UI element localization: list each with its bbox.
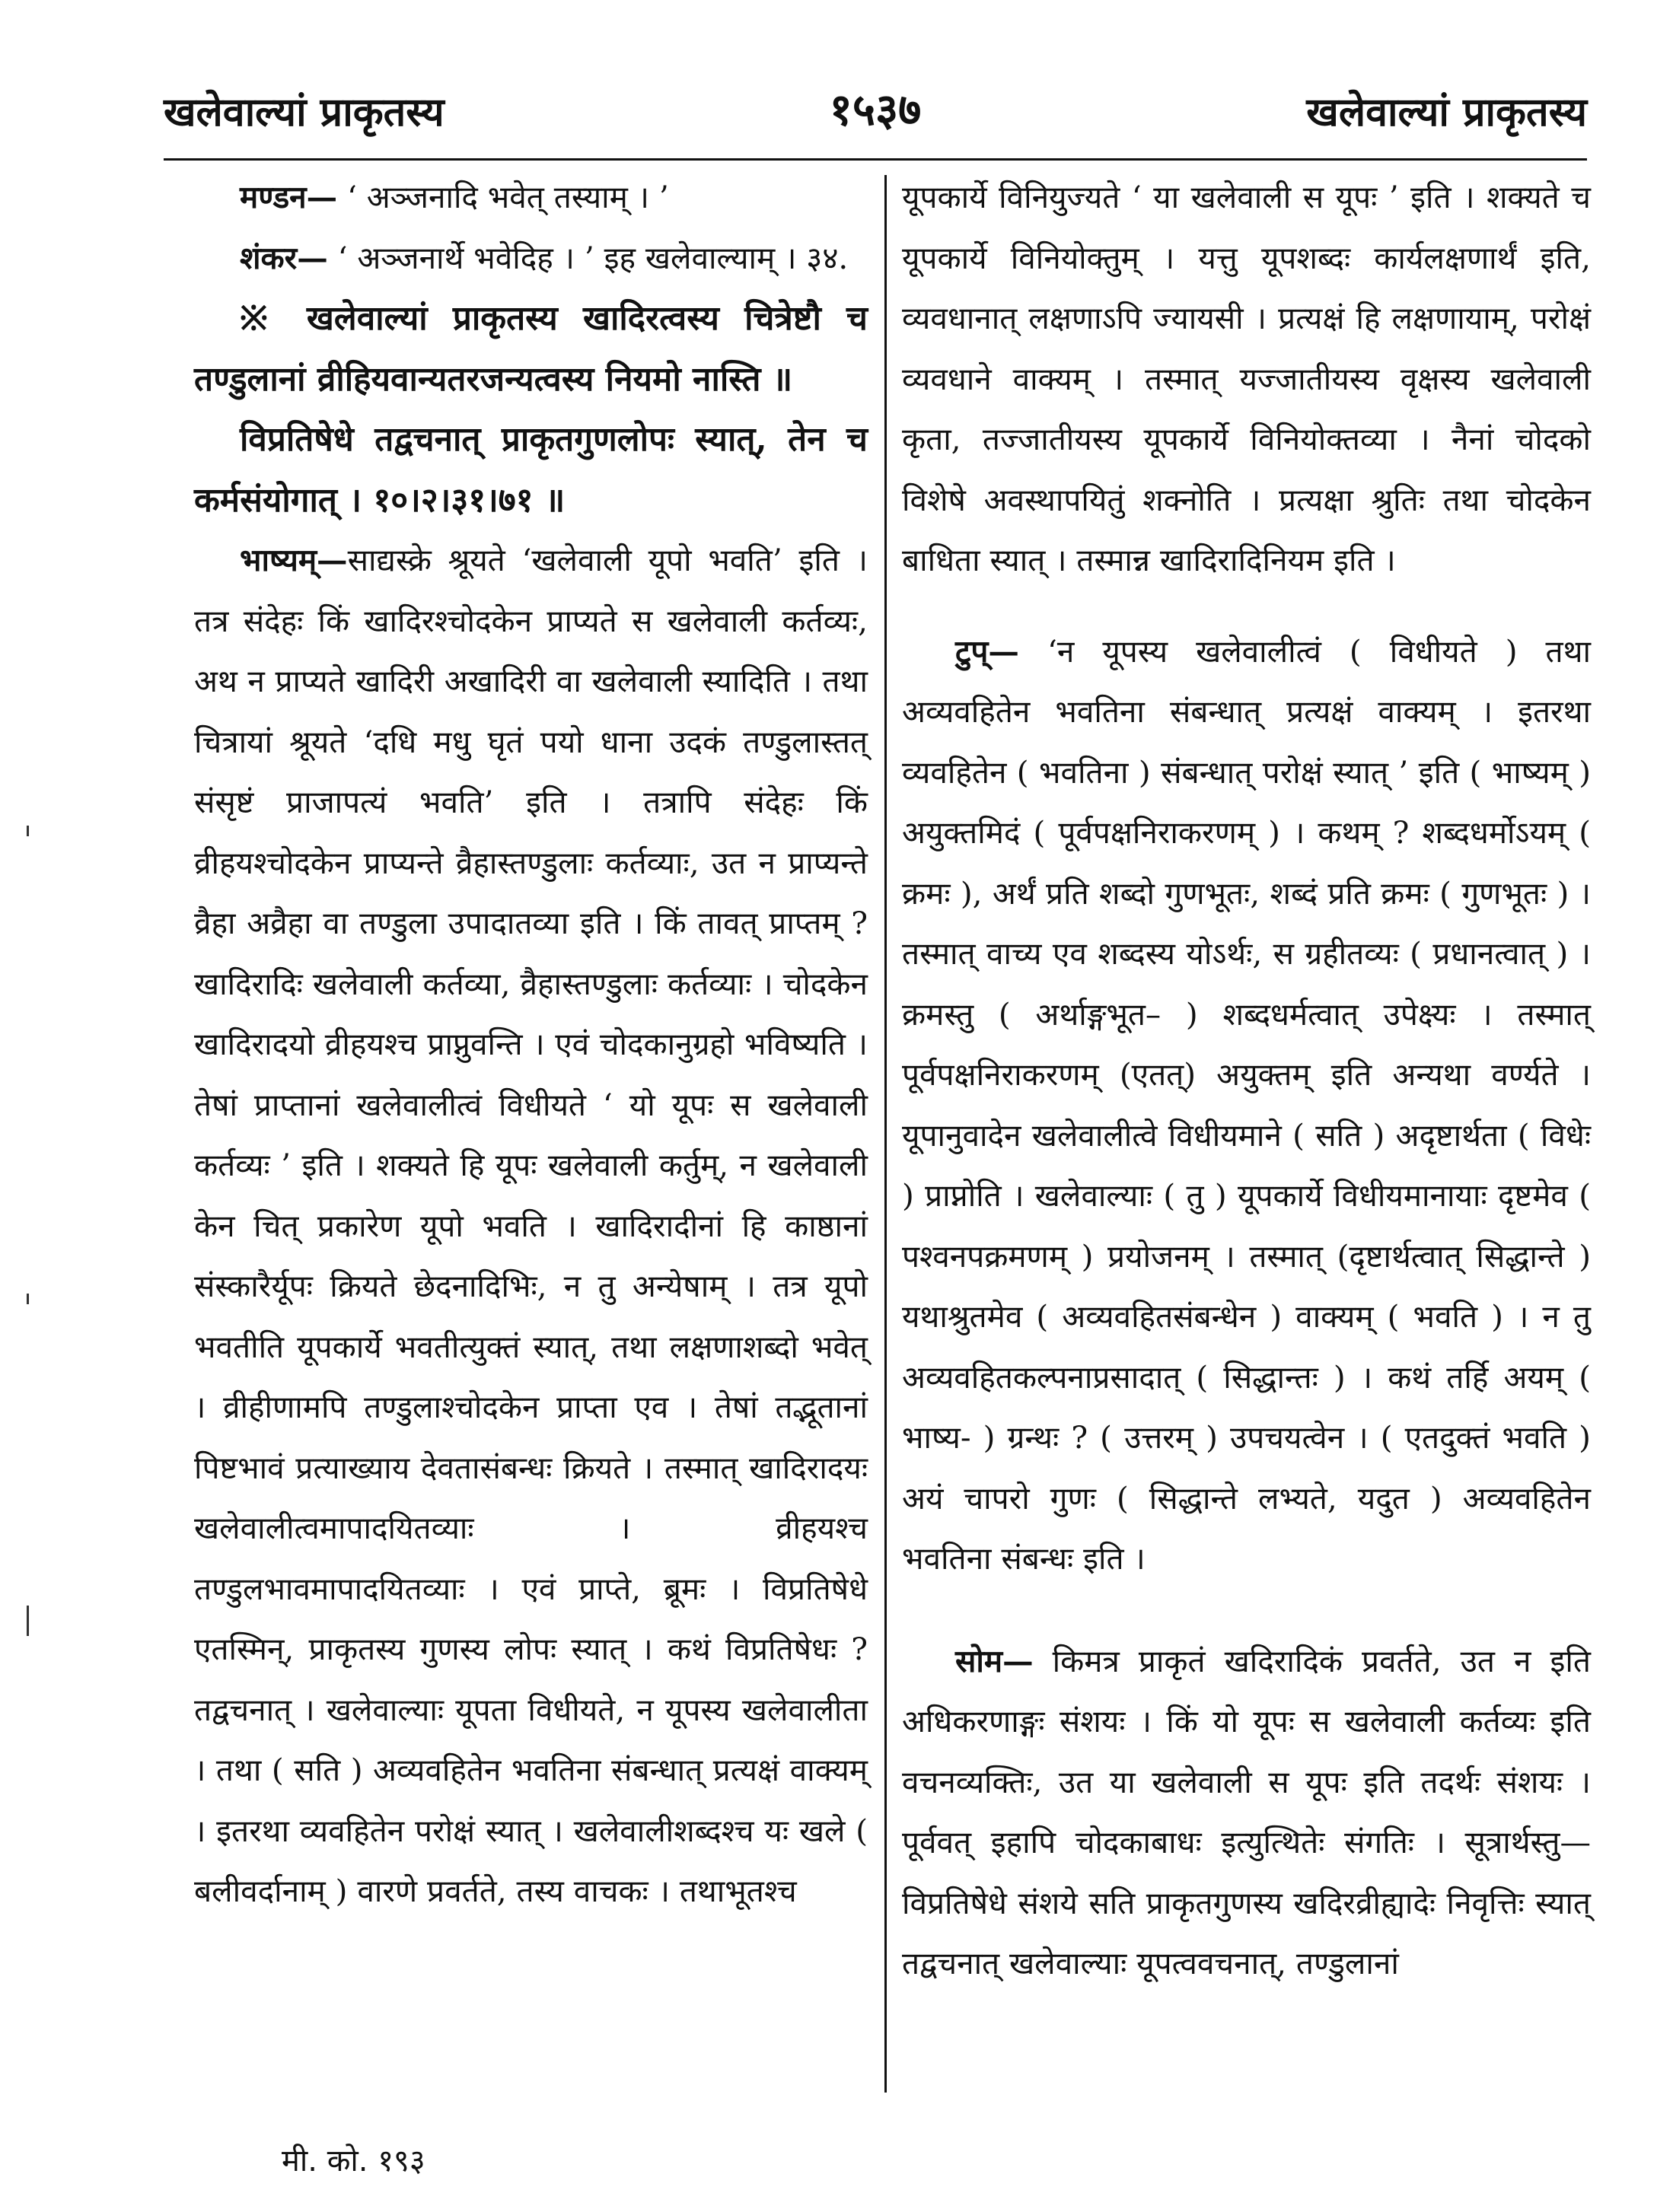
paragraph-bhashya (194, 530, 868, 1922)
paragraph-continuation: यूपकार्ये विनियुज्यते ‘ या खलेवाली स यूपः ’ इति । शक्यते च यूपकार्ये विनियोक्तुम् । यत्तु यूपशब्दः कार्यलक्षणार्थं इति, व्यवधानात् लक्षणाऽपि ज्यायसी । प्रत्यक्षं हि लक्षणायाम्, परोक्षं व्यवधाने वाक्यम् । तस्मात् यज्जातीयस्य वृक्षस्य खलेवाली कृता, तज्जातीयस्य यूपकार्ये विनियोक्तव्या । नैनां चोदको विशेषे अवस्थापयितुं शक्नोति । प्रत्यक्षा श्रुतिः तथा चोदकेन बाधिता स्यात् । तस्मान्न खादिरादिनियम इति । (902, 179, 1591, 578)
speaker-label: भाष्यम्— (240, 542, 348, 578)
header-rule (164, 158, 1587, 161)
paragraph-text: ‘ अञ्जनार्थे भवेदिह । ’ इह खलेवाल्याम् । ३४. (327, 239, 849, 276)
speaker-label: टुप्— (955, 632, 1019, 670)
adhikarana-heading: ※ खलेवाल्यां प्राकृतस्य खादिरत्वस्य चित्रेष्टौ च तण्डुलानां व्रीहियवान्यतरजन्यत्वस्य नियमो नास्ति ॥ (194, 299, 868, 399)
column-divider (884, 175, 887, 2093)
running-header (164, 84, 1587, 145)
speaker-label: मण्डन— (240, 179, 338, 215)
paragraph-text: साद्यस्क्रे श्रूयते ‘खलेवाली यूपो भवति’ इति । तत्र संदेहः किं खादिरश्चोदकेन प्राप्यते स खलेवाली कर्तव्यः, अथ न प्राप्यते खादिरी अखादिरी वा खलेवाली स्यादिति । तथा चित्रायां श्रूयते ‘दधि मधु घृतं पयो धाना उदकं तण्डुलास्तत् संसृष्टं प्राजापत्यं भवति’ इति । तत्रापि संदेहः किं व्रीहयश्चोदकेन प्राप्यन्ते व्रैहास्तण्डुलाः कर्तव्याः, उत न प्राप्यन्ते व्रैहा अव्रैहा वा तण्डुला उपादातव्या इति । किं तावत् प्राप्तम् ? खादिरादिः खलेवाली कर्तव्या, व्रैहास्तण्डुलाः कर्तव्याः । चोदकेन खादिरादयो व्रीहयश्च प्राप्नुवन्ति । एवं चोदकानुग्रहो भविष्यति । तेषां प्राप्तानां खलेवालीत्वं विधीयते ‘ यो यूपः स खलेवाली कर्तव्यः ’ इति । शक्यते हि यूपः खलेवाली कर्तुम्, न खलेवाली केन चित् प्रकारेण यूपो भवति । खादिरादीनां हि काष्ठानां संस्कारैर्यूपः क्रियते छेदनादिभिः, न तु अन्येषाम् । तत्र यूपो भवतीति यूपकार्ये भवतीत्युक्तं स्यात्, तथा लक्षणाशब्दो भवेत् । व्रीहीणामपि तण्डुलाश्चोदकेन प्राप्ता एव । तेषां तद्भूतानां पिष्टभावं प्रत्याख्याय देवतासंबन्धः क्रियते । तस्मात् खादिरादयः खलेवालीत्वमापादयितव्याः । व्रीहयश्च तण्डुलभावमापादयितव्याः । एवं प्राप्ते, ब्रूमः । विप्रतिषेधे एतस्मिन्, प्राकृतस्य गुणस्य लोपः स्यात् । कथं विप्रतिषेधः ? तद्वचनात् । खलेवाल्याः यूपता विधीयते, न यूपस्य खलेवालीता । तथा ( सति ) अव्यवहितेन भवतिना संबन्धात् प्रत्यक्षं वाक्यम् । इतरथा व्यवहितेन परोक्षं स्यात् । खलेवालीशब्दश्च यः खले ( बलीवर्दानाम् ) वारणे प्रवर्तते, तस्य वाचकः । तथाभूतश्च (194, 542, 868, 1909)
right-column (902, 167, 1591, 2115)
header-title-left: खलेवाल्यां प्राकृतस्य (164, 89, 445, 135)
speaker-label: सोम— (955, 1642, 1034, 1679)
paragraph-soma (902, 1631, 1591, 1994)
sutra-text: विप्रतिषेधे तद्वचनात् प्राकृतगुणलोपः स्यात्, तेन च कर्मसंयोगात् । १०।२।३१।७१ ॥ (194, 420, 868, 520)
speaker-label: शंकर— (240, 239, 328, 276)
footer-signature: मी. को. १९३ (282, 2144, 425, 2179)
header-title-right: खलेवाल्यां प्राकृतस्य (1306, 89, 1587, 135)
paragraph-text: ‘ अञ्जनादि भवेत् तस्याम् । ’ (337, 179, 669, 215)
margin-mark (27, 1294, 29, 1304)
margin-mark (27, 826, 29, 836)
paragraph-text: किमत्र प्राकृतं खदिरादिकं प्रवर्तते, उत न इति अधिकरणाङ्गः संशयः । किं यो यूपः स खलेवाली कर्तव्यः इति वचनव्यक्तिः, उत या खलेवाली स यूपः इति तदर्थः संशयः । पूर्ववत् इहापि चोदकाबाधः इत्युत्थितेः संगतिः । सूत्रार्थस्तु— विप्रतिषेधे संशये सति प्राकृतगुणस्य खदिरव्रीह्यादेः निवृत्तिः स्यात् तद्वचनात् खलेवाल्याः यूपत्ववचनात्, तण्डुलानां (902, 1642, 1591, 1981)
margin-mark (27, 1606, 29, 1636)
paragraph-text: ‘न यूपस्य खलेवालीत्वं ( विधीयते ) तथा अव्यवहितेन भवतिना संबन्धात् प्रत्यक्षं वाक्यम् । इतरथा व्यवहितेन ( भवतिना ) संबन्धात् परोक्षं स्यात् ’ इति ( भाष्यम् ) अयुक्तमिदं ( पूर्वपक्षनिराकरणम् ) । कथम् ? शब्दधर्मोऽयम् ( क्रमः ), अर्थं प्रति शब्दो गुणभूतः, शब्दं प्रति क्रमः ( गुणभूतः ) । तस्मात् वाच्य एव शब्दस्य योऽर्थः, स ग्रहीतव्यः ( प्रधानत्वात् ) । क्रमस्तु ( अर्थाङ्गभूत– ) शब्दधर्मत्वात् उपेक्ष्यः । तस्मात् पूर्वपक्षनिराकरणम् (एतत्) अयुक्तम् इति अन्यथा वर्ण्यते । यूपानुवादेन खलेवालीत्वे विधीयमाने ( सति ) अदृष्टार्थता ( विधेः ) प्राप्नोति । खलेवाल्याः ( तु ) यूपकार्ये विधीयमानायाः दृष्टमेव ( पश्वनपक्रमणम् ) प्रयोजनम् । तस्मात् (दृष्टार्थत्वात् सिद्धान्ते ) यथाश्रुतमेव ( अव्यवहितसंबन्धेन ) वाक्यम् ( भवति ) । न तु अव्यवहितकल्पनाप्रसादात् ( सिद्धान्तः ) । कथं तर्हि अयम् ( भाष्य- ) ग्रन्थः ? ( उत्तरम् ) उपचयत्वेन । ( एतदुक्तं भवति ) अयं चापरो गुणः ( सिद्धान्ते लभ्यते, यदुत ) अव्यवहितेन भवतिना संबन्धः इति । (902, 632, 1591, 1577)
paragraph-mandana (194, 167, 868, 228)
page-number: १५३७ (829, 84, 922, 135)
paragraph-tup (902, 622, 1591, 1590)
paragraph-shankara (194, 228, 868, 289)
left-column (194, 167, 868, 2115)
